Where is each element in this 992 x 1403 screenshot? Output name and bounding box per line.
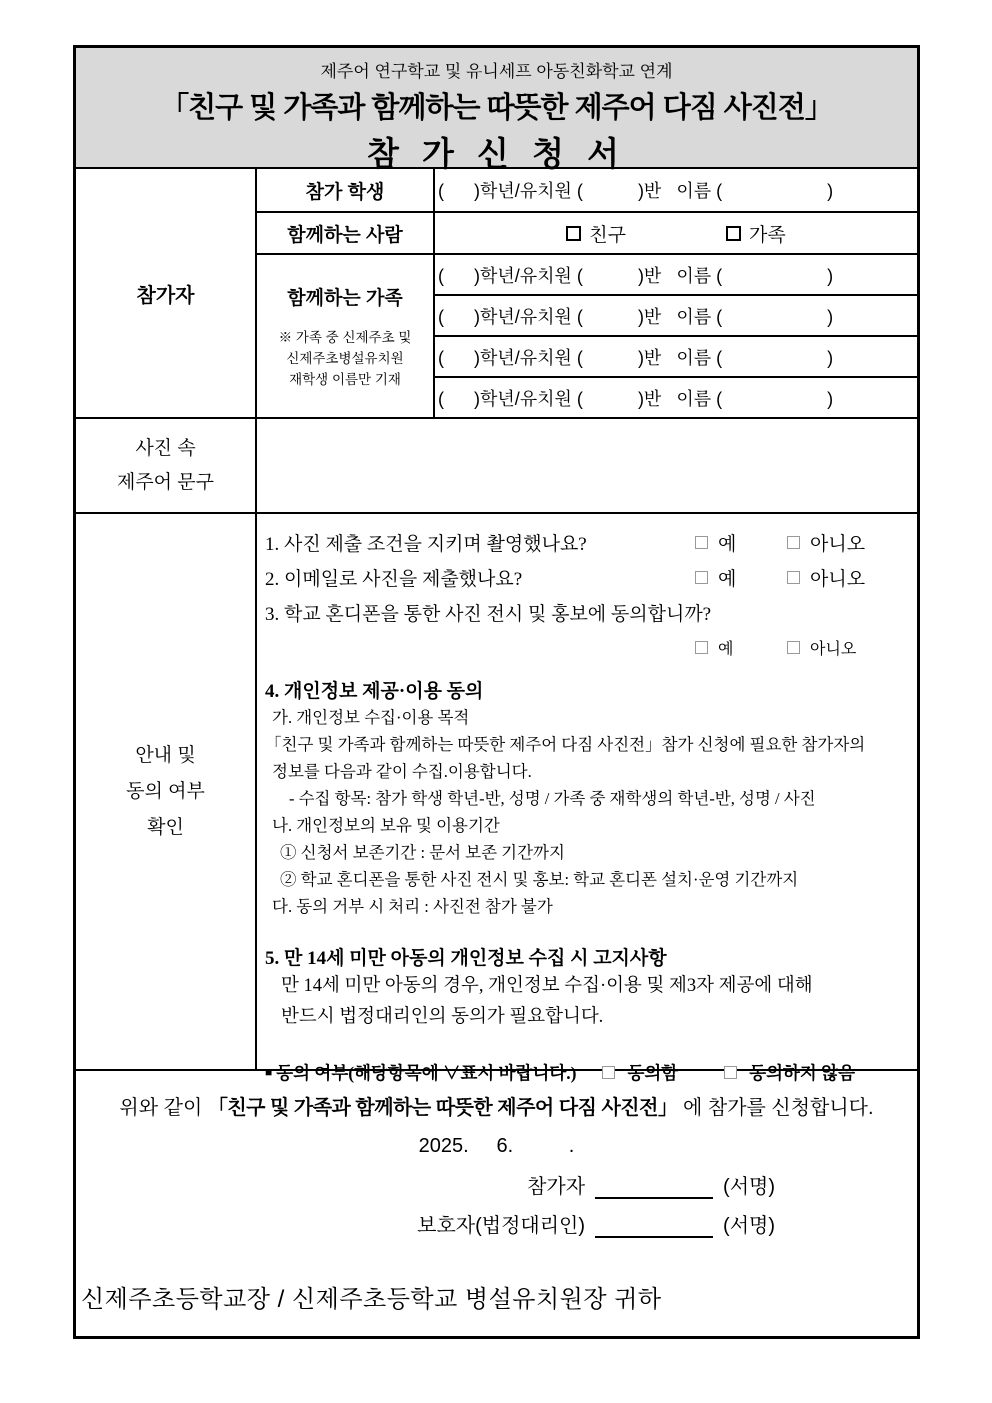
section-5-paragraph: 반드시 법정대리인의 동의가 필요합니다. (281, 1007, 604, 1027)
family-entry-row (435, 255, 917, 296)
question-3 (265, 595, 903, 630)
question-2 (265, 560, 903, 595)
participant-section (76, 169, 917, 419)
family-entry-field[interactable]: ( )학년/유치원 ( )반 이름 ( ) (438, 265, 834, 286)
question-2-text: 2. 이메일로 사진을 제출했나요? (265, 569, 523, 590)
photo-phrase-label (76, 419, 257, 512)
family-entries (435, 255, 917, 417)
disagree-label: 동의하지 않음 (749, 1063, 856, 1083)
section-5-title: 5. 만 14세 미만 아동의 개인정보 수집 시 고지사항 (265, 947, 667, 969)
closing-sentence-prefix: 위와 같이 (119, 1097, 208, 1119)
friend-checkbox[interactable] (566, 226, 581, 241)
question-2-answers (695, 564, 903, 591)
section-4-paragraph: 정보를 다음과 같이 수집.이용합니다. (272, 762, 532, 781)
consent-section (76, 514, 917, 1083)
form-subtitle: 제주어 연구학교 및 유니세프 아동친화학교 연계 (320, 62, 673, 81)
companion-family-option (726, 220, 786, 247)
section-4-paragraph: 「친구 및 가족과 함께하는 따뜻한 제주어 다짐 사진전」참가 신청에 필요한 참가자의 (265, 735, 866, 754)
square-bullet-icon: ■ (265, 1065, 273, 1079)
no-checkbox[interactable] (787, 641, 800, 654)
question-1-answers (695, 529, 903, 556)
family-entry-field[interactable]: ( )학년/유치원 ( )반 이름 ( ) (438, 388, 834, 409)
event-title: 「친구 및 가족과 함께하는 따뜻한 제주어 다짐 사진전」 (160, 92, 833, 124)
section-4a-heading: 가. 개인정보 수집·이용 목적 (272, 708, 470, 727)
closing-sentence-title: 「친구 및 가족과 함께하는 따뜻한 제주어 다짐 사진전」 (207, 1097, 678, 1119)
closing-sentence (76, 1091, 917, 1120)
family-entry-field[interactable]: ( )학년/유치원 ( )반 이름 ( ) (438, 306, 834, 327)
participant-signature-field[interactable] (595, 1179, 713, 1199)
guardian-signature-field[interactable] (595, 1218, 713, 1238)
no-checkbox[interactable] (787, 536, 800, 549)
family-note-line: ※ 가족 중 신제주초 및 (278, 330, 412, 345)
signature-suffix: (서명) (723, 1215, 775, 1237)
photo-phrase-label-line: 제주어 문구 (116, 471, 215, 493)
question-1-text: 1. 사진 제출 조건을 지키며 촬영했나요? (265, 534, 587, 555)
participant-section-label: 참가자 (76, 169, 257, 417)
yes-option (695, 564, 787, 591)
closing-section (76, 1071, 917, 1336)
no-label: 아니오 (810, 641, 857, 658)
recipient-line: 신제주초등학교장 / 신제주초등학교 병설유치원장 귀하 (81, 1286, 662, 1313)
yes-option (695, 636, 787, 659)
section-4b-heading: 나. 개인정보의 보유 및 이용기간 (272, 816, 500, 835)
family-row-label: 함께하는 가족 (287, 288, 403, 309)
guardian-signature-label: 보호자(법정대리인) (417, 1215, 586, 1237)
yes-checkbox[interactable] (695, 641, 708, 654)
family-row (257, 255, 917, 417)
section-4c-heading: 다. 동의 거부 시 처리 : 사진전 참가 불가 (272, 897, 553, 916)
consent-body (257, 514, 917, 1083)
question-3-text: 3. 학교 혼디폰을 통한 사진 전시 및 홍보에 동의합니까? (265, 604, 712, 625)
student-row-label: 참가 학생 (257, 169, 435, 211)
family-checkbox[interactable] (726, 226, 741, 241)
form-title: 참 가 신 청 서 (366, 135, 627, 172)
consent-section-label (76, 514, 257, 1069)
question-3-answers (695, 636, 903, 659)
family-note-line: 신제주초병설유치원 (286, 351, 404, 366)
photo-phrase-section (76, 419, 917, 514)
participant-signature-line (76, 1170, 917, 1199)
no-label: 아니오 (810, 534, 866, 555)
no-option (787, 564, 865, 591)
question-3-answers-row (265, 630, 903, 665)
form-header (76, 48, 917, 172)
yes-label: 예 (718, 569, 737, 590)
family-label-cell (257, 255, 435, 417)
family-note-line: 재학생 이름만 기재 (289, 372, 401, 387)
family-label: 가족 (749, 224, 786, 246)
section-4b-item-1: ① 신청서 보존기간 : 문서 보존 기간까지 (280, 843, 565, 862)
student-row (257, 169, 917, 213)
companion-row-label: 함께하는 사람 (257, 213, 435, 253)
question-1 (265, 525, 903, 560)
section-4b-item-2: ② 학교 혼디폰을 통한 사진 전시 및 홍보: 학교 혼디폰 설치·운영 기간까지 (280, 870, 799, 889)
section-4-items: - 수집 항목: 참가 학생 학년-반, 성명 / 가족 중 재학생의 학년-반, 성명 / 사진 (289, 789, 816, 808)
family-entry-field[interactable]: ( )학년/유치원 ( )반 이름 ( ) (438, 347, 834, 368)
yes-label: 예 (718, 641, 734, 658)
student-entry-field[interactable]: ( )학년/유치원 ( )반 이름 ( ) (438, 181, 834, 201)
family-note (279, 327, 412, 390)
agreement-prompt: 동의 여부(해당항목에 ∨표시 바랍니다.) (276, 1063, 577, 1083)
no-option (787, 636, 856, 659)
no-option (787, 529, 865, 556)
companion-row (257, 213, 917, 255)
family-entry-row (435, 378, 917, 417)
no-checkbox[interactable] (787, 571, 800, 584)
guardian-signature-line (76, 1209, 917, 1238)
yes-option (695, 529, 787, 556)
friend-label: 친구 (589, 224, 626, 246)
signature-suffix: (서명) (723, 1176, 775, 1198)
application-form (73, 45, 920, 1339)
family-entry-row (435, 337, 917, 378)
consent-label-line: 확인 (147, 816, 184, 838)
participant-fields (257, 169, 917, 417)
section-5-paragraph: 만 14세 미만 아동의 경우, 개인정보 수집·이용 및 제3자 제공에 대해 (281, 976, 813, 996)
agree-label: 동의함 (627, 1063, 679, 1083)
section-4-title: 4. 개인정보 제공·이용 동의 (265, 680, 484, 702)
yes-label: 예 (718, 534, 737, 555)
consent-label-line: 안내 및 (135, 744, 196, 766)
no-label: 아니오 (810, 569, 866, 590)
photo-phrase-label-line: 사진 속 (135, 437, 196, 459)
closing-sentence-suffix: 에 참가를 신청합니다. (677, 1097, 874, 1119)
participant-signature-label: 참가자 (527, 1176, 586, 1198)
date-line: 2025. 6. . (418, 1135, 575, 1157)
photo-phrase-field[interactable] (257, 419, 917, 512)
companion-friend-option (566, 220, 626, 247)
companion-options (435, 213, 917, 253)
consent-label-line: 동의 여부 (126, 780, 205, 802)
yes-checkbox[interactable] (695, 536, 708, 549)
family-entry-row (435, 296, 917, 337)
yes-checkbox[interactable] (695, 571, 708, 584)
